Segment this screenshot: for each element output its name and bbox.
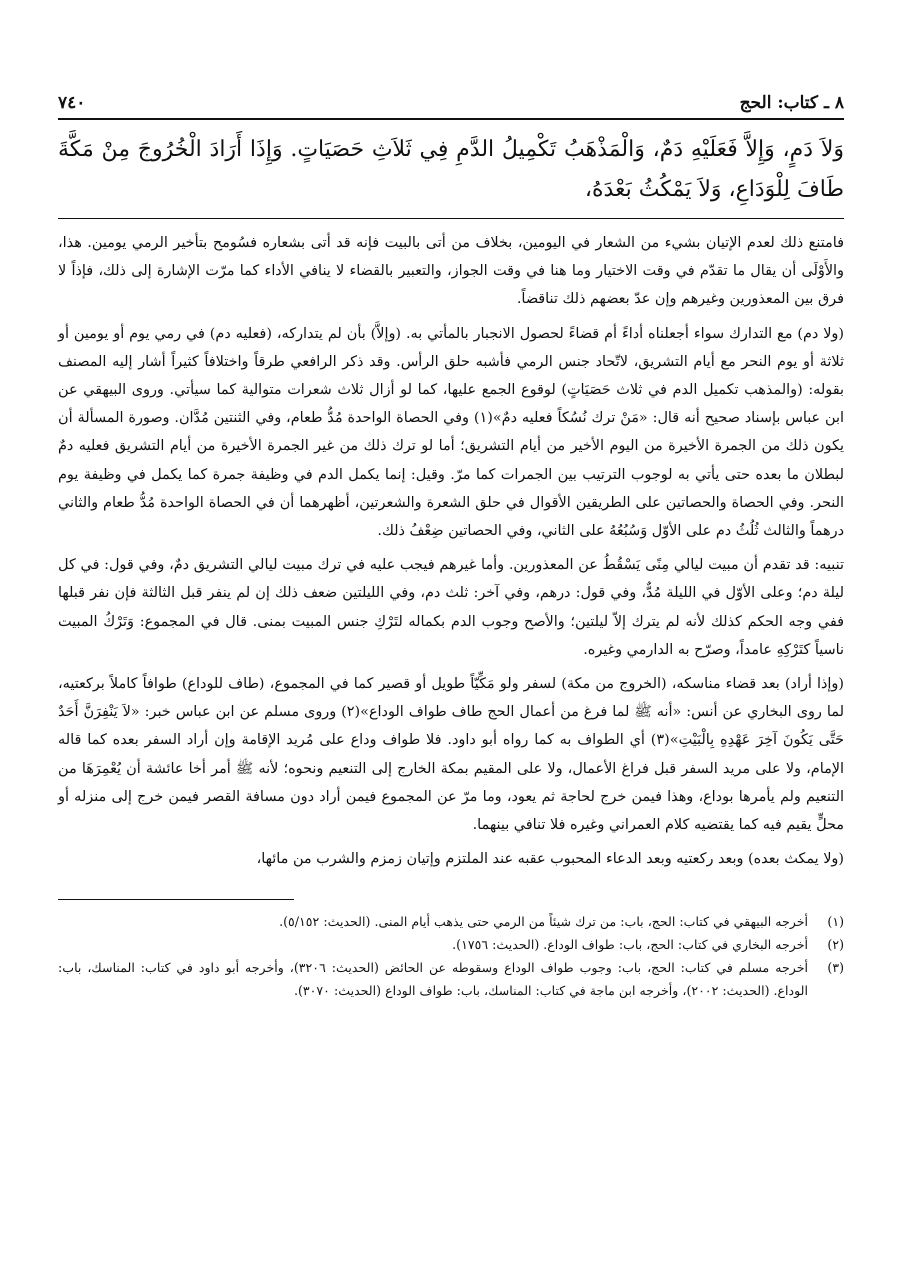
book-page: [58, 88, 844, 1002]
footnote-number: (٣): [827, 960, 844, 976]
commentary-body: [58, 229, 844, 873]
page-number: ٧٤٠: [58, 93, 86, 113]
footnote-number: (٢): [827, 937, 844, 953]
matn-text-block: [58, 130, 844, 210]
footnote-number: (١): [827, 914, 844, 930]
paragraph: فامتنع ذلك لعدم الإتيان بشيء من الشعار في اليومين، بخلاف من أتى بالبيت فإنه قد أتى بشعاره فسُومح بتأخير الرمي يومين. هذا، والأَوْلَى أن يقال ما تقدّم في وقت الاختيار وما هنا في وقت الجواز، والتعبير بالقضاء لا ينافي الأداء كما مرّت الإشارة إلى ذلك، فإذاً لا فرق بين المعذورين وغيرهم وإن عدّ بعضهم ذلك تناقضاً.: [58, 235, 844, 308]
page-header: [58, 88, 844, 120]
footnotes: [58, 910, 844, 1002]
paragraph: (ولا دم) مع التدارك سواء أجعلناه أداءً أم قضاءً لحصول الانجبار بالمأتي به. (وإلاَّ) بأن لم يتداركه، (فعليه دم) في رمي يوم أو يومين أو ثلاثة أو يوم النحر مع أيام التشريق، لاتّحاد جنس الرمي فأشبه حلق الرأس. وقد ذكر الرافعي طرقاً واختلافاً كثيراً أشار إليه المصنف بقوله: (والمذهب تكميل الدم في ثلاث حَصَيَاتٍ) لوقوع الجمع عليها، كما لو أزال ثلاث شعرات متوالية كما سيأتي. وروى البيهقي عن ابن عباس بإسناد صحيح أنه قال: «مَنْ ترك نُسُكاً فعليه دمٌ»(١) وفي الحصاة الواحدة مُدُّ طعام، وفي الثنتين مُدَّان. وصورة المسألة أن يكون ذلك من الجمرة الأخيرة من اليوم الأخير من أيام التشريق؛ أما لو ترك ذلك من غير الجمرة الأخيرة من أيام التشريق فعليه دمٌ لبطلان ما بعده حتى يأتي به لوجوب الترتيب بين الجمرات كما مرّ. وقيل: إنما يكمل الدم في وظيفة جمرة كما يكمل في وظيفة يوم النحر. وفي الحصاة والحصاتين على الطريقين الأقوال في حلق الشعرة والشعرتين، أظهرهما أن في الحصاة الواحدة مُدُّ طعام والثاني درهماً والثالث ثُلُثُ دم على الأوّل وَسُبُعُهُ على الثاني، وفي الحصاتين ضِعْفُ ذلك.: [58, 325, 844, 540]
paragraph: تنبيه: قد تقدم أن مبيت ليالي مِنًى يَسْقُطُ عن المعذورين. وأما غيرهم فيجب عليه في ترك مبيت ليالي التشريق دمٌ، وفي قول: في كل ليلة دم؛ وعلى الأوّل في الليلة مُدٌّ، وفي قول: درهم، وفي آخر: ثلث دم، وفي الليلتين ضعف ذلك إن لم ينفر قبل الثالثة فإن نفر قبلها ففي وجه الحكم كذلك لأنه لم يترك إلاّ ليلتين؛ والأصح وجوب الدم بكماله لتَرْكِ جنس المبيت بمنى. قال في المجموع: وَتَرْكُ المبيت ناسياً كتَرْكِهِ عامداً، وصرّح به الدارمي وغيره.: [58, 557, 844, 658]
footnote-text: أخرجه البخاري في كتاب: الحج، باب: طواف الوداع. (الحديث: ١٧٥٦).: [452, 937, 808, 953]
footnote: [58, 910, 844, 933]
footnote: [58, 956, 844, 1002]
paragraph: (وإذا أراد) بعد قضاء مناسكه، (الخروج من مكة) لسفر ولو مَكِّيّاً طويل أو قصير كما في المجموع، (طاف للوداع) طوافاً كاملاً بركعتيه، لما روى البخاري عن أنس: «أنه ﷺ لما فرغ من أعمال الحج طاف طواف الوداع»(٢) وروى مسلم عن ابن عباس خبر: «لاَ يَنْفِرَنَّ أَحَدٌ حَتَّى يَكُونَ آخِرَ عَهْدِهِ بِالْبَيْتِ»(٣) أي الطواف به كما رواه أبو داود. فلا طواف وداع على مُريد الإقامة وإن أراد السفر بعده كما قاله الإمام، ولا على مريد السفر قبل فراغ الأعمال، ولا على المقيم بمكة الخارج إلى التنعيم ونحوه؛ لأنه ﷺ أمر أخا عائشة أن يُعْمِرَهَا من التنعيم ولم يأمرها بوداع، وهذا فيمن خرج لحاجة ثم يعود، وما مرّ عن المجموع فيمن أراد دون مسافة القصر فيمن خرج إلى منزله أو محلٍّ يقيم فيه كما يقتضيه كلام العمراني وغيره فلا تنافي بينهما.: [58, 676, 844, 834]
footnote-divider: [58, 899, 294, 900]
matn-divider: [58, 218, 844, 219]
paragraph: (ولا يمكث بعده) وبعد ركعتيه وبعد الدعاء المحبوب عقبه عند الملتزم وإتيان زمزم والشرب من مائها،: [256, 851, 844, 868]
footnote-text: أخرجه البيهقي في كتاب: الحج، باب: من ترك شيئاً من الرمي حتى يذهب أيام المنى. (الحديث: ٥/١٥٢).: [279, 914, 808, 930]
footnote: [58, 933, 844, 956]
chapter-title: ٨ ـ كتاب: الحج: [739, 93, 844, 113]
footnote-text: أخرجه مسلم في كتاب: الحج، باب: وجوب طواف الوداع وسقوطه عن الحائض (الحديث: ٣٢٠٦)، وأخرجه أبو داود في كتاب: المناسك، باب: الوداع. (الحديث: ٢٠٠٢)، وأخرجه ابن ماجة في كتاب: المناسك، باب: طواف الوداع (الحديث: ٣٠٧٠).: [58, 960, 808, 999]
matn-text: وَلاَ دَمٍ، وَإِلاَّ فَعَلَيْهِ دَمٌ، وَالْمَذْهَبُ تَكْمِيلُ الدَّمِ فِي ثَلاَثِ حَصَيَاتٍ. وَإِذَا أَرَادَ الْخُرُوجَ مِنْ مَكَّةَ طَافَ لِلْوَدَاعِ، وَلاَ يَمْكُثُ بَعْدَهُ،: [58, 137, 844, 202]
